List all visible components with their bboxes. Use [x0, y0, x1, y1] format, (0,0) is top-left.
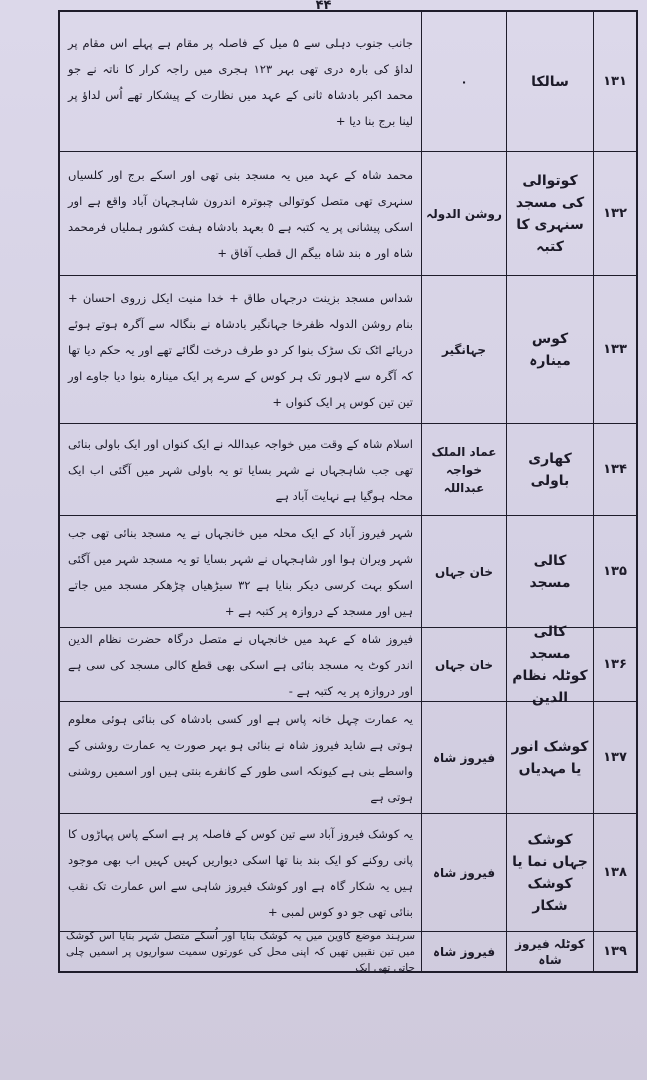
description-notes: محمد شاہ کے عہد میں یہ مسجد بنی تھی اور اسکے برج اور کلسیاں سنہری تھی متصل کوتوالی چبوترہ اندرون شاہجہان آباد واقع ہے اور اسکی پیشانی پر یہ کتبہ ہے ٥ بعہد بادشاہ ہفت کشور ہملیاں فرمحمد شاہ اور ہ بند شاہ بیگم ال قطب آفاق +: [60, 152, 422, 275]
entry-number: ۱۳۱: [603, 74, 627, 89]
monument-name: کوشک جہاں نما یا کوشک شکار: [507, 814, 594, 931]
builder-name: ۰: [422, 12, 507, 151]
builder-name: روشن الدولہ: [422, 152, 507, 275]
monument-name: کالی مسجد کوٹلہ نظام الدین: [507, 628, 594, 701]
monument-name: کالی مسجد: [507, 516, 594, 627]
table-row: [60, 814, 636, 932]
description-notes: اسلام شاہ کے وقت میں خواجہ عبداللہ نے ایک کنواں اور ایک باولی بنائی تھی جب شاہجہاں نے شہر بسایا تو یہ باولی شہر میں آگئی اب ایک محلہ ہوگیا ہے نہایت آباد ہے: [60, 424, 422, 515]
table-row: [60, 276, 636, 424]
entry-number: ۱۳۹: [603, 944, 627, 959]
builder-name: خان جہاں: [422, 516, 507, 627]
monument-name: کھاری باولی: [507, 424, 594, 515]
table-row: [60, 424, 636, 516]
builder-name: خان جہاں: [422, 628, 507, 701]
description-notes: شداس مسجد بزینت درجہاں طاق + خدا منیت ایکل زروی احسان + بنام روشن الدولہ ظفرخا جہانگیر بادشاہ نے بنگالہ سے آگرہ ہوتے ہوئے دریائے اٹک تک سڑک بنوا کر دو طرف درخت لگائے تھے اور یہ حکم دیا تھا کہ آگرہ سے لاہور تک ہر کوس کے سرے پر ایک مینارہ بنوا دیا جاوے اور تین تین کوس پر ایک کنواں +: [60, 276, 422, 423]
entry-number: ۱۳۶: [603, 657, 627, 672]
description-notes: یہ عمارت چہل خانہ پاس ہے اور کسی بادشاہ کی بنائی ہوئی معلوم ہوتی ہے شاید فیروز شاہ نے بنائی ہو بہر صورت یہ عمارت روشنی کے واسطے بنی ہے کیونکہ اسی طور کے کانفرے بنتی ہیں اور اسمیں روشنی ہوتی ہے: [60, 702, 422, 813]
description-notes: شہر فیروز آباد کے ایک محلہ میں خانجہاں نے یہ مسجد بنائی تھی جب شہر ویران ہوا اور شاہجہاں نے شہر بسایا تو یہ مسجد شہر میں آگئی اسکو بہت کرسی دیکر بنایا ہے ۳۲ سیڑھیاں چڑھکر مسجد میں جاتے ہیں اور مسجد کے دروازہ پر کتبہ ہے +: [60, 516, 422, 627]
builder-name: جہانگیر: [422, 276, 507, 423]
entry-number: ۱۳۲: [603, 206, 627, 221]
table-row: [60, 152, 636, 276]
table-row: [60, 702, 636, 814]
table-row: [60, 12, 636, 152]
description-notes: جانب جنوب دہلی سے ۵ میل کے فاصلہ پر مقام ہے پہلے اس مقام پر لداؤ کی بارہ دری تھی بہر ۱۲۳ ہجری میں راجہ کرار کا ناتہ نے جو محمد اکبر بادشاہ ثانی کے عہد میں نظارت کے پیشکار تھے اُس لداؤ پر لینا برج بنا دیا +: [60, 12, 422, 151]
builder-name: فیروز شاہ: [422, 702, 507, 813]
monument-name: کوٹلہ فیروز شاہ: [507, 932, 594, 971]
monument-name: سالکا: [507, 12, 594, 151]
description-notes: فیروز شاہ کے عہد میں خانجہاں نے متصل درگاہ حضرت نظام الدین اندر کوٹ یہ مسجد بنائی ہے اسکی بھی قطع کالی مسجد کی سی ہے اور دروازہ پر یہ کتبہ ہے -: [60, 628, 422, 701]
builder-name: فیروز شاہ: [422, 814, 507, 931]
monument-name: کوتوالی کی مسجد سنہری کا کتبہ: [507, 152, 594, 275]
entry-number: ۱۳۸: [603, 865, 627, 880]
entry-number: ۱۳۳: [603, 342, 627, 357]
entry-number: ۱۳۷: [603, 750, 627, 765]
description-notes: سرہند موضع کاوین میں یہ کوشک بنایا اور اُسکے متصل شہر بنایا اس کوشک میں تین نقبیں تھیں کہ اپنی محل کی عورتوں سمیت سواریوں پر اسمیں چلی جاتی تھی ایک: [60, 932, 422, 971]
builder-name: فیروز شاہ: [422, 932, 507, 971]
page-number: ۴۴: [315, 0, 332, 13]
monument-ledger-table: [58, 10, 638, 973]
description-notes: یہ کوشک فیروز آباد سے تین کوس کے فاصلہ پر ہے اسکے پاس پہاڑوں کا پانی روکنے کو ایک بند بنا تھا اسکی دیواریں کہیں کہیں اب بھی موجود ہیں یہ شکار گاہ ہے اور کوشک فیروز شاہی سے اس عمارت تک نقب بنائی تھی جو دو کوس لمبی +: [60, 814, 422, 931]
entry-number: ۱۳۴: [603, 462, 627, 477]
table-row: [60, 623, 636, 706]
entry-number: ۱۳۵: [603, 564, 627, 579]
monument-name: کوشک انور یا مہدیاں: [507, 702, 594, 813]
builder-name: عماد الملک خواجہ عبداللہ: [422, 424, 507, 515]
table-row: [60, 929, 636, 974]
table-row: [60, 516, 636, 628]
monument-name: کوس مینارہ: [507, 276, 594, 423]
